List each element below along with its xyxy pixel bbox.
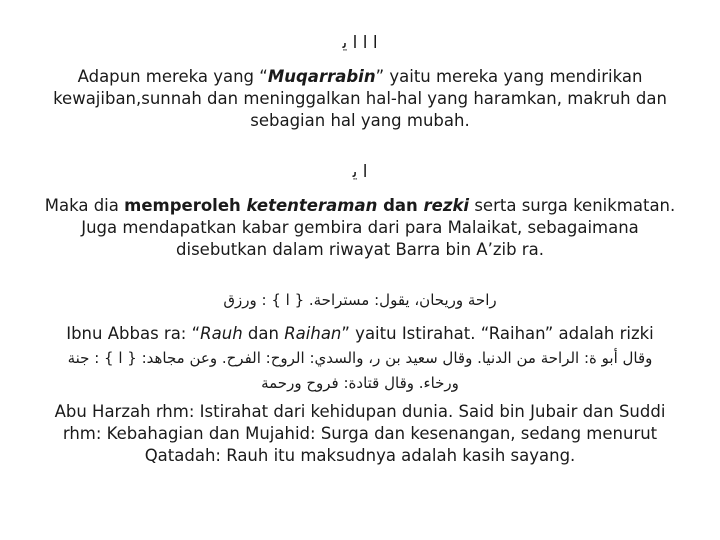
emphasis-raihan: Raihan [284, 324, 342, 343]
arabic-line-2: وقال أبو ة: الراحة من الدنيا. وقال سعيد بن ر، والسدي: الروح: الفرح. وعن مجاهد: { ا } : جنة [67, 349, 653, 367]
paragraph-1-line-1 [0, 67, 720, 87]
arabic-line-1: راحة وريحان، يقول: مستراحة. { ا } : ورزق [223, 291, 497, 309]
emphasis-muqarrabin: Muqarrabin [267, 67, 376, 86]
emphasis-memperoleh: memperoleh [124, 196, 247, 215]
paragraph-2-line-1 [0, 196, 720, 216]
paragraph-3-line-1: Abu Harzah rhm: Istirahat dari kehidupan dunia. Said bin Jubair dan Suddi [54, 402, 666, 421]
text-span: ” yaitu Istirahat. “Raihan” adalah rizki [341, 324, 654, 343]
arabic-heading-1: ا ا ا ﻳ [342, 33, 378, 53]
emphasis-rezki: rezki [423, 196, 470, 215]
emphasis-ketenteraman: ketenteraman [246, 196, 378, 215]
paragraph-2-line-2: Juga mendapatkan kabar gembira dari para Malaikat, sebagaimana [81, 218, 639, 237]
text-span: ” yaitu mereka yang mendirikan [375, 67, 643, 86]
text-span: Maka dia [44, 196, 125, 215]
paragraph-1-line-2: kewajiban,sunnah dan meninggalkan hal-hal yang haramkan, makruh dan [53, 89, 667, 108]
emphasis-dan: dan [377, 196, 424, 215]
paragraph-3-line-2: rhm: Kebahagian dan Mujahid: Surga dan kesenangan, sedang menurut [62, 424, 658, 443]
paragraph-2-line-3: disebutkan dalam riwayat Barra bin A’zib ra. [176, 240, 544, 259]
arabic-line-3: ورخاء. وقال قتادة: فروح ورحمة [261, 374, 459, 392]
text-span: Adapun mereka yang “ [77, 67, 268, 86]
text-span: Ibnu Abbas ra: “ [66, 324, 201, 343]
text-span: serta surga kenikmatan. [469, 196, 676, 215]
text-span: dan [242, 324, 285, 343]
emphasis-rauh: Rauh [200, 324, 243, 343]
paragraph-3-line-3: Qatadah: Rauh itu maksudnya adalah kasih sayang. [144, 446, 576, 465]
ibnu-abbas-line [0, 324, 720, 344]
paragraph-1-line-3: sebagian hal yang mubah. [250, 111, 470, 130]
arabic-heading-2: ا ﻳ [352, 162, 368, 182]
